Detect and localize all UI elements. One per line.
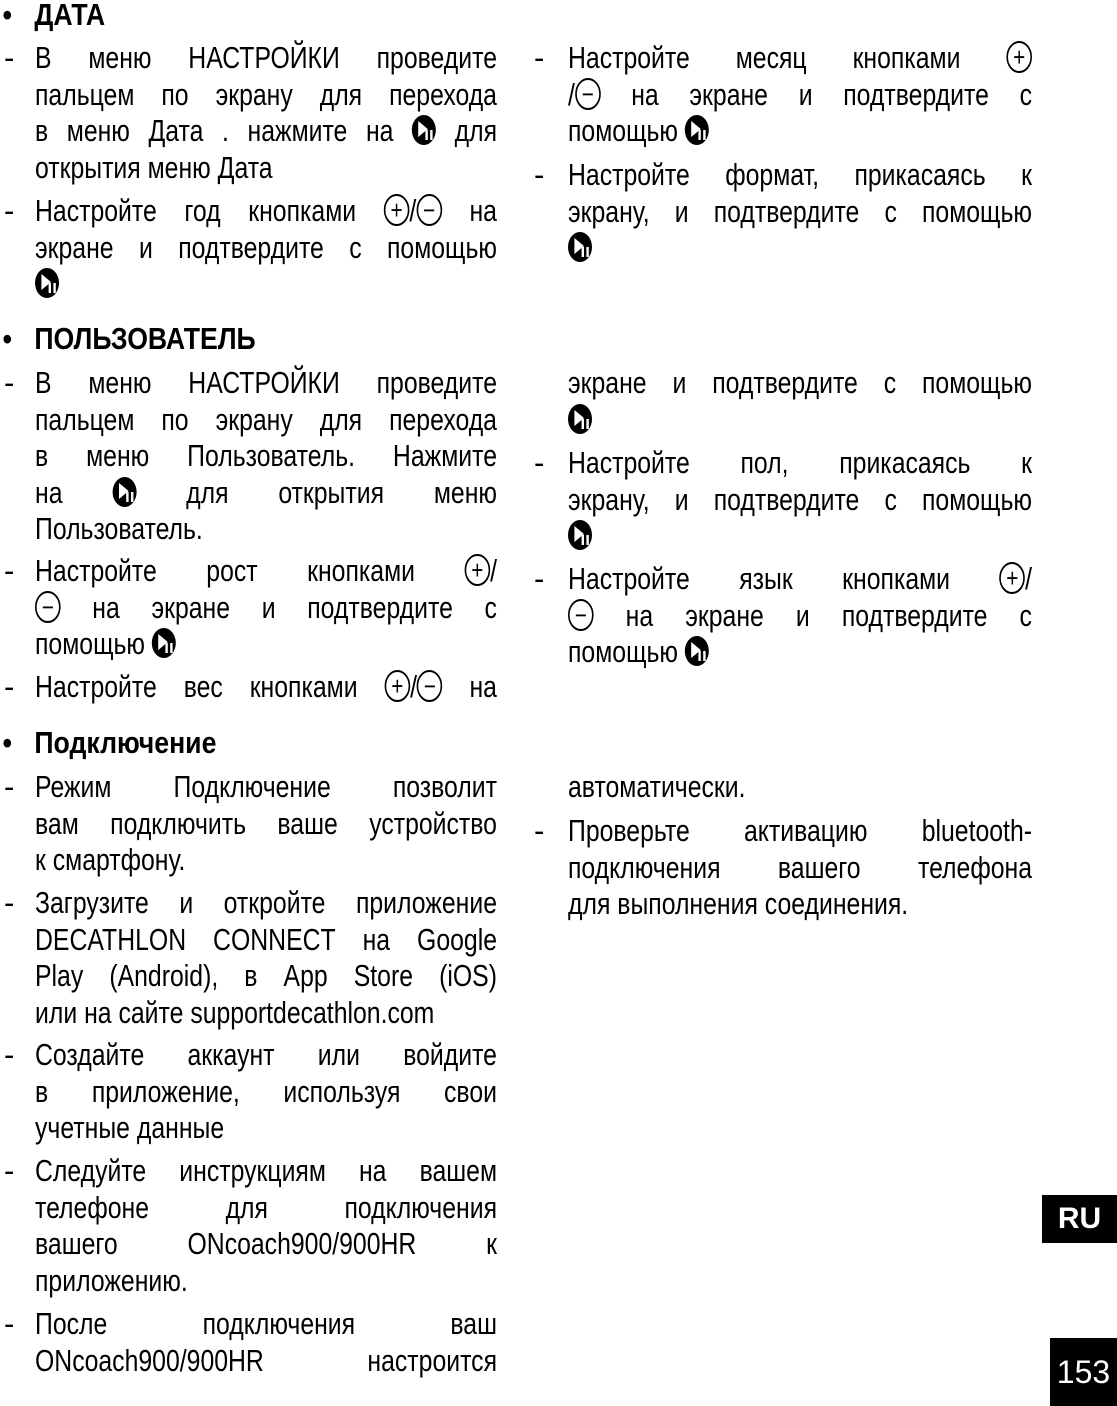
list-dash: - [4,1037,15,1072]
text-line: в приложение, используя свои [35,1073,497,1109]
text-line: пальцем по экрану для перехода [35,401,497,437]
text-line [35,266,497,303]
text-line: учетные данные [35,1110,225,1145]
text-line: − на экране и подтвердите с [35,590,497,627]
minus-button-icon: − [416,194,442,226]
minus-button-icon: − [568,599,594,631]
list-dash: - [4,669,15,704]
bullet-icon: • [2,0,12,32]
text-line: открытия меню Дата [35,149,273,185]
list-dash: - [4,1306,15,1341]
text-line: помощью [568,634,1032,671]
list-item [530,40,1040,150]
list-item [530,561,1040,671]
list-item [0,1037,510,1147]
list-item [0,365,510,548]
start-pause-icon [152,628,176,658]
text-line [568,230,1032,267]
list-dash: - [4,365,15,400]
text-line [568,518,1032,555]
section-heading-connection [0,724,447,762]
list-dash: - [534,40,545,75]
start-pause-icon [568,520,592,550]
list-dash: - [534,813,545,848]
text-line: Настройте пол, прикасаясь к [568,445,1032,480]
section-title: ПОЛЬЗОВАТЕЛЬ [34,321,256,356]
text-line [568,402,1032,439]
start-pause-icon [35,268,59,298]
section-title: Подключение [34,725,217,760]
text-line: Проверьте активацию bluetooth- [568,813,1032,848]
bullet-icon: • [2,321,12,356]
text-line: помощью [35,626,497,663]
list-dash: - [4,193,15,228]
bullet-icon: • [2,725,12,760]
list-item [0,769,510,879]
text-line: − на экране и подтвердите с [568,598,1032,635]
text-line: на для открытия меню [35,474,497,510]
list-dash: - [534,445,545,480]
list-item [0,1153,510,1299]
list-dash: - [534,561,545,596]
text-line: приложению. [35,1262,188,1298]
plus-button-icon: + [464,554,490,586]
text-line: экране и подтвердите с помощью [568,365,1032,400]
text-line: экрану, и подтвердите с помощью [568,481,1032,517]
list-dash: - [4,40,15,75]
list-item [530,445,1040,555]
text-line: вам подключить ваше устройство [35,805,497,841]
list-dash: - [4,553,15,588]
text-line: / − на экране и подтвердите с [568,76,1032,112]
list-item [0,1306,510,1379]
minus-button-icon: − [35,591,61,623]
text-line: Настройте рост кнопками + / [35,553,497,588]
text-line: Режим Подключение позволит [35,769,497,804]
plus-button-icon: + [384,670,410,702]
minus-button-icon: − [575,78,601,110]
minus-button-icon: − [417,670,443,702]
text-line: В меню НАСТРОЙКИ проведите [35,365,497,400]
list-item [0,553,510,663]
plus-button-icon: + [1000,562,1026,594]
text-line: для выполнения соединения. [568,886,909,921]
text-line: помощью [568,113,1032,150]
list-item-continuation [530,365,1040,438]
start-pause-icon [685,636,709,666]
plus-button-icon: + [384,194,410,226]
section-heading-user [0,320,447,358]
list-item [0,885,510,1031]
list-dash: - [4,885,15,920]
start-pause-icon [112,477,136,507]
text-line: В меню НАСТРОЙКИ проведите [35,40,497,75]
text-line: Настройте язык кнопками + / [568,561,1032,596]
list-dash: - [4,769,15,804]
text-line: или на сайте supportdecathlon.com [35,994,435,1030]
text-line: Play (Android), в App Store (iOS) [35,958,497,993]
text-line: пальцем по экрану для перехода [35,76,497,112]
plus-button-icon: + [1006,41,1032,73]
text-line: телефоне для подключения [35,1189,497,1225]
text-line: подключения вашего телефона [568,849,1032,885]
list-dash: - [534,157,545,192]
list-item [530,157,1040,267]
text-line: к смартфону. [35,842,186,877]
text-line: DECATHLON CONNECT на Google [35,921,497,957]
text-line: Настройте месяц кнопками + [568,40,1032,77]
list-item [0,669,510,706]
text-line: вашего ONcoach900/900HR к [35,1226,497,1261]
start-pause-icon [568,404,592,434]
text-line: После подключения ваш [35,1306,497,1341]
section-title: ДАТА [34,0,106,32]
language-badge: RU [1042,1195,1117,1243]
page-number: 153 [1050,1338,1117,1406]
list-item-continuation [530,769,1040,806]
text-line: Загрузите и откройте приложение [35,885,497,920]
text-line: Настройте год кнопками + / − на [35,193,497,228]
text-line: Следуйте инструкциям на вашем [35,1153,497,1188]
start-pause-icon [685,115,709,145]
text-line: Настройте вес кнопками + / − на [35,669,497,704]
text-line: экрану, и подтвердите с помощью [568,193,1032,229]
text-line: в меню Пользователь. Нажмите [35,438,497,473]
list-dash: - [4,1153,15,1188]
text-line: Настройте формат, прикасаясь к [568,157,1032,192]
text-line: в меню Дата . нажмите на для [35,113,497,148]
text-line: автоматически. [568,769,746,804]
section-heading-date [0,0,447,34]
text-line: Создайте аккаунт или войдите [35,1037,497,1072]
list-item [0,193,510,303]
start-pause-icon [568,232,592,262]
list-item [0,40,510,186]
text-line: ONcoach900/900HR настроится [35,1342,497,1378]
text-line: Пользователь. [35,511,203,546]
list-item [530,813,1040,923]
text-line: экране и подтвердите с помощью [35,229,497,265]
start-pause-icon [412,115,436,145]
